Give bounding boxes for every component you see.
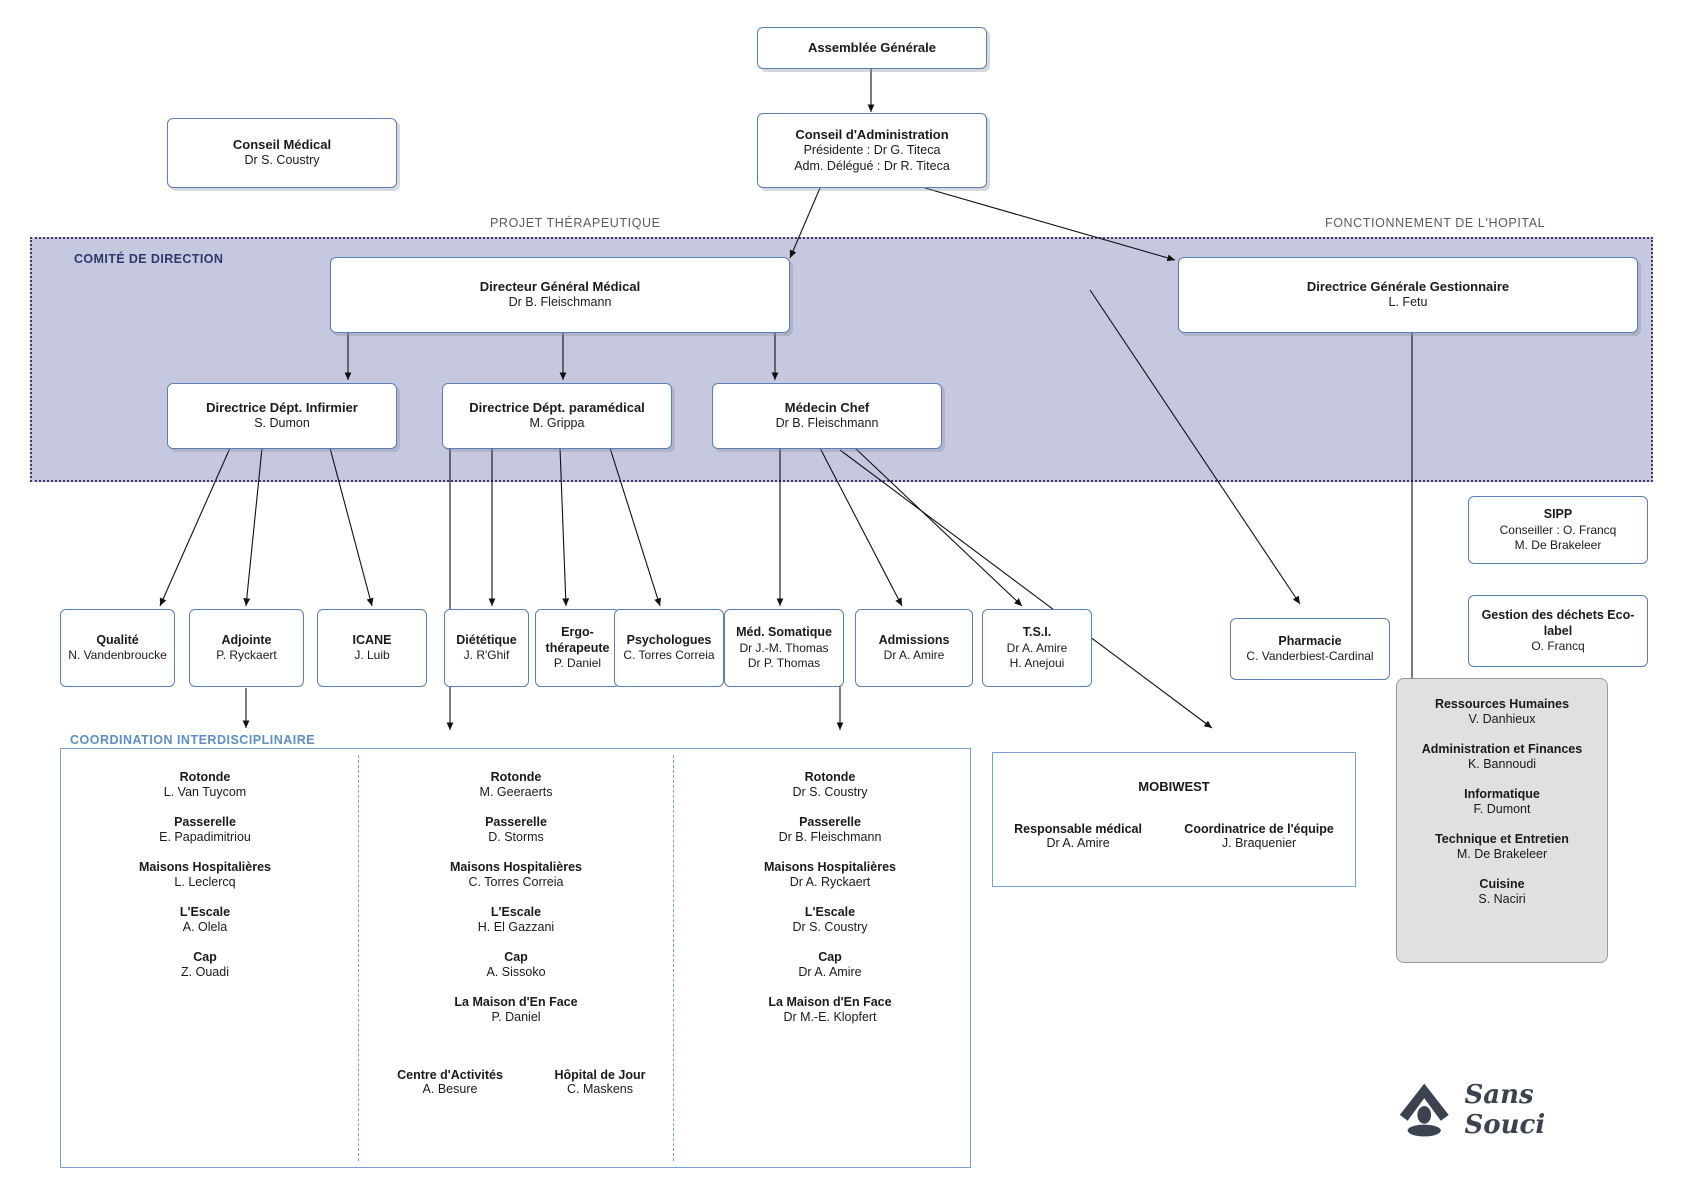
admin-role: Technique et Entretien — [1435, 832, 1569, 846]
dietetique-title: Diététique — [456, 632, 517, 647]
box-conseil-medical[interactable] — [167, 118, 397, 188]
comite-de-direction-label: COMITÉ DE DIRECTION — [74, 252, 224, 266]
pharmacie-title: Pharmacie — [1278, 633, 1342, 648]
admin-person: S. Naciri — [1478, 892, 1526, 906]
conseil-medical-title: Conseil Médical — [232, 137, 332, 153]
mobiwest-role: Coordinatrice de l'équipe — [1184, 822, 1334, 836]
conseil-admin-title: Conseil d'Administration — [795, 126, 949, 142]
coord-role: Rotonde — [490, 770, 542, 784]
box-adjointe[interactable] — [189, 609, 304, 687]
coord-role: La Maison d'En Face — [768, 995, 892, 1009]
section-label-projet-therapeutique: PROJET THÉRAPEUTIQUE — [490, 216, 661, 230]
medecin-chef-title: Médecin Chef — [784, 400, 870, 416]
dept-paramedical-person: M. Grippa — [529, 416, 585, 431]
coord-person: Dr A. Amire — [798, 965, 862, 979]
med-somatique-person-2: Dr P. Thomas — [747, 655, 821, 670]
tsi-person-1: Dr A. Amire — [1006, 640, 1068, 655]
ergo-person: P. Daniel — [553, 656, 602, 671]
dechets-person: O. Francq — [1531, 639, 1585, 654]
med-somatique-title: Méd. Somatique — [736, 625, 832, 640]
coord-role: Maisons Hospitalières — [764, 860, 896, 874]
dept-paramedical-title: Directrice Dépt. paramédical — [469, 400, 645, 416]
admin-role: Cuisine — [1479, 877, 1525, 891]
coord-role: Cap — [193, 950, 217, 964]
box-directrice-generale-gestionnaire[interactable] — [1178, 257, 1638, 333]
coord-role: Rotonde — [179, 770, 231, 784]
sans-souci-house-icon — [1390, 1075, 1458, 1145]
admin-role: Ressources Humaines — [1434, 697, 1570, 711]
coord-person: D. Storms — [488, 830, 544, 844]
coord-role: Passerelle — [174, 815, 236, 829]
admin-person: F. Dumont — [1473, 802, 1531, 816]
admin-role: Administration et Finances — [1421, 742, 1583, 756]
sipp-conseiller: Conseiller : O. Francq — [1499, 522, 1617, 537]
box-directrice-dept-paramedical[interactable] — [442, 383, 672, 449]
coord-person: M. Geeraerts — [479, 785, 553, 799]
coord-person: L. Van Tuycom — [163, 785, 247, 799]
admin-person: M. De Brakeleer — [1456, 847, 1548, 861]
coordination-column-infirmier — [55, 770, 355, 979]
admin-person: V. Danhieux — [1468, 712, 1536, 726]
logo — [1390, 1070, 1620, 1150]
admin-person: K. Bannoudi — [1467, 757, 1537, 771]
coord-role: Cap — [504, 950, 528, 964]
coordination-column-paramedical — [366, 770, 666, 1024]
dg-medical-title: Directeur Général Médical — [479, 279, 641, 295]
dept-infirmier-person: S. Dumon — [254, 416, 310, 431]
coord-role: L'Escale — [490, 905, 542, 919]
conseil-admin-delegue: Adm. Délégué : Dr R. Titeca — [794, 158, 950, 173]
coordination-divider-1 — [358, 755, 359, 1161]
coord-role: Maisons Hospitalières — [139, 860, 271, 874]
dietetique-person: J. R'Ghif — [463, 648, 510, 663]
box-med-somatique[interactable] — [724, 609, 844, 687]
sub-unit-centre-activites — [375, 1068, 525, 1096]
dg-gestionnaire-person: L. Fetu — [1388, 295, 1428, 310]
psychologues-title: Psychologues — [626, 632, 712, 647]
icane-title: ICANE — [352, 632, 392, 647]
dg-gestionnaire-title: Directrice Générale Gestionnaire — [1306, 279, 1510, 295]
coord-person: A. Sissoko — [486, 965, 546, 979]
admissions-person: Dr A. Amire — [883, 648, 945, 663]
icane-person: J. Luib — [354, 648, 390, 663]
box-admissions[interactable] — [855, 609, 973, 687]
adjointe-title: Adjointe — [221, 632, 272, 647]
box-icane[interactable] — [317, 609, 427, 687]
services-administratifs-panel[interactable] — [1396, 678, 1608, 963]
qualite-person: N. Vandenbroucke — [68, 648, 167, 663]
psychologues-person: C. Torres Correia — [623, 648, 715, 663]
mobiwest-entry-responsable — [1014, 822, 1142, 850]
admissions-title: Admissions — [878, 632, 950, 647]
coordination-interdisciplinaire-label: COORDINATION INTERDISCIPLINAIRE — [70, 733, 316, 747]
box-psychologues[interactable] — [614, 609, 724, 687]
mobiwest-person: Dr A. Amire — [1046, 836, 1110, 850]
sipp-title: SIPP — [1543, 507, 1573, 522]
coord-role: Passerelle — [799, 815, 861, 829]
mobiwest-person: J. Braquenier — [1221, 836, 1297, 850]
conseil-admin-presidente: Présidente : Dr G. Titeca — [803, 143, 941, 157]
adjointe-person: P. Ryckaert — [216, 648, 277, 663]
med-somatique-person-1: Dr J.-M. Thomas — [739, 640, 829, 655]
box-dietetique[interactable] — [444, 609, 529, 687]
coord-person: Dr S. Coustry — [792, 920, 868, 934]
centre-activites-person: A. Besure — [422, 1082, 478, 1096]
coordination-column-medical — [680, 770, 980, 1024]
hopital-de-jour-person: C. Maskens — [567, 1082, 633, 1096]
coord-role: Rotonde — [804, 770, 856, 784]
coord-role: Maisons Hospitalières — [450, 860, 582, 874]
coord-person: Dr S. Coustry — [792, 785, 868, 799]
box-assemblee-generale[interactable] — [757, 27, 987, 69]
sub-unit-hopital-de-jour — [525, 1068, 675, 1096]
box-pharmacie[interactable] — [1230, 618, 1390, 680]
coord-person: P. Daniel — [491, 1010, 541, 1024]
pharmacie-person: C. Vanderbiest-Cardinal — [1246, 649, 1374, 664]
box-directrice-dept-infirmier[interactable] — [167, 383, 397, 449]
coord-role: Cap — [818, 950, 842, 964]
medecin-chef-person: Dr B. Fleischmann — [775, 416, 879, 431]
coord-role: L'Escale — [179, 905, 231, 919]
qualite-title: Qualité — [96, 632, 139, 647]
coord-person: A. Olela — [182, 920, 228, 934]
centre-activites-role: Centre d'Activités — [397, 1068, 503, 1082]
tsi-title: T.S.I. — [1022, 625, 1052, 640]
box-qualite[interactable] — [60, 609, 175, 687]
box-medecin-chef[interactable] — [712, 383, 942, 449]
conseil-medical-person: Dr S. Coustry — [244, 153, 320, 168]
assemblee-title: Assemblée Générale — [808, 39, 936, 55]
box-conseil-administration[interactable] — [757, 113, 987, 188]
coord-person: Dr B. Fleischmann — [778, 830, 882, 844]
coord-role: La Maison d'En Face — [454, 995, 578, 1009]
box-ergotherapeute[interactable] — [535, 609, 620, 687]
mobiwest-panel[interactable] — [992, 752, 1356, 887]
coordination-divider-2 — [673, 755, 674, 1161]
coord-person: H. El Gazzani — [477, 920, 555, 934]
mobiwest-title: MOBIWEST — [1138, 779, 1210, 794]
box-tsi[interactable] — [982, 609, 1092, 687]
logo-text: Sans Souci — [1464, 1080, 1546, 1140]
sipp-second: M. De Brakeleer — [1514, 537, 1602, 552]
ergo-title: Ergo-thérapeute — [545, 624, 610, 655]
box-sipp[interactable] — [1468, 496, 1648, 564]
section-label-fonctionnement: FONCTIONNEMENT DE L'HOPITAL — [1325, 216, 1546, 230]
coord-role: Passerelle — [485, 815, 547, 829]
hopital-de-jour-role: Hôpital de Jour — [554, 1068, 646, 1082]
dechets-title: Gestion des déchets Eco-label — [1481, 607, 1635, 638]
mobiwest-entry-coordinatrice — [1184, 822, 1334, 850]
coord-person: L. Leclercq — [174, 875, 236, 889]
dept-infirmier-title: Directrice Dépt. Infirmier — [206, 400, 358, 416]
coord-role: L'Escale — [804, 905, 856, 919]
coord-person: Dr A. Ryckaert — [789, 875, 871, 889]
coord-person: Z. Ouadi — [181, 965, 229, 979]
box-directeur-general-medical[interactable] — [330, 257, 790, 333]
mobiwest-role: Responsable médical — [1014, 822, 1142, 836]
coord-person: Dr M.-E. Klopfert — [783, 1010, 877, 1024]
coord-person: E. Papadimitriou — [159, 830, 251, 844]
tsi-person-2: H. Anejoui — [1009, 655, 1065, 670]
coord-person: C. Torres Correia — [468, 875, 564, 889]
admin-role: Informatique — [1464, 787, 1540, 801]
box-gestion-dechets[interactable] — [1468, 595, 1648, 667]
dg-medical-person: Dr B. Fleischmann — [508, 295, 612, 310]
